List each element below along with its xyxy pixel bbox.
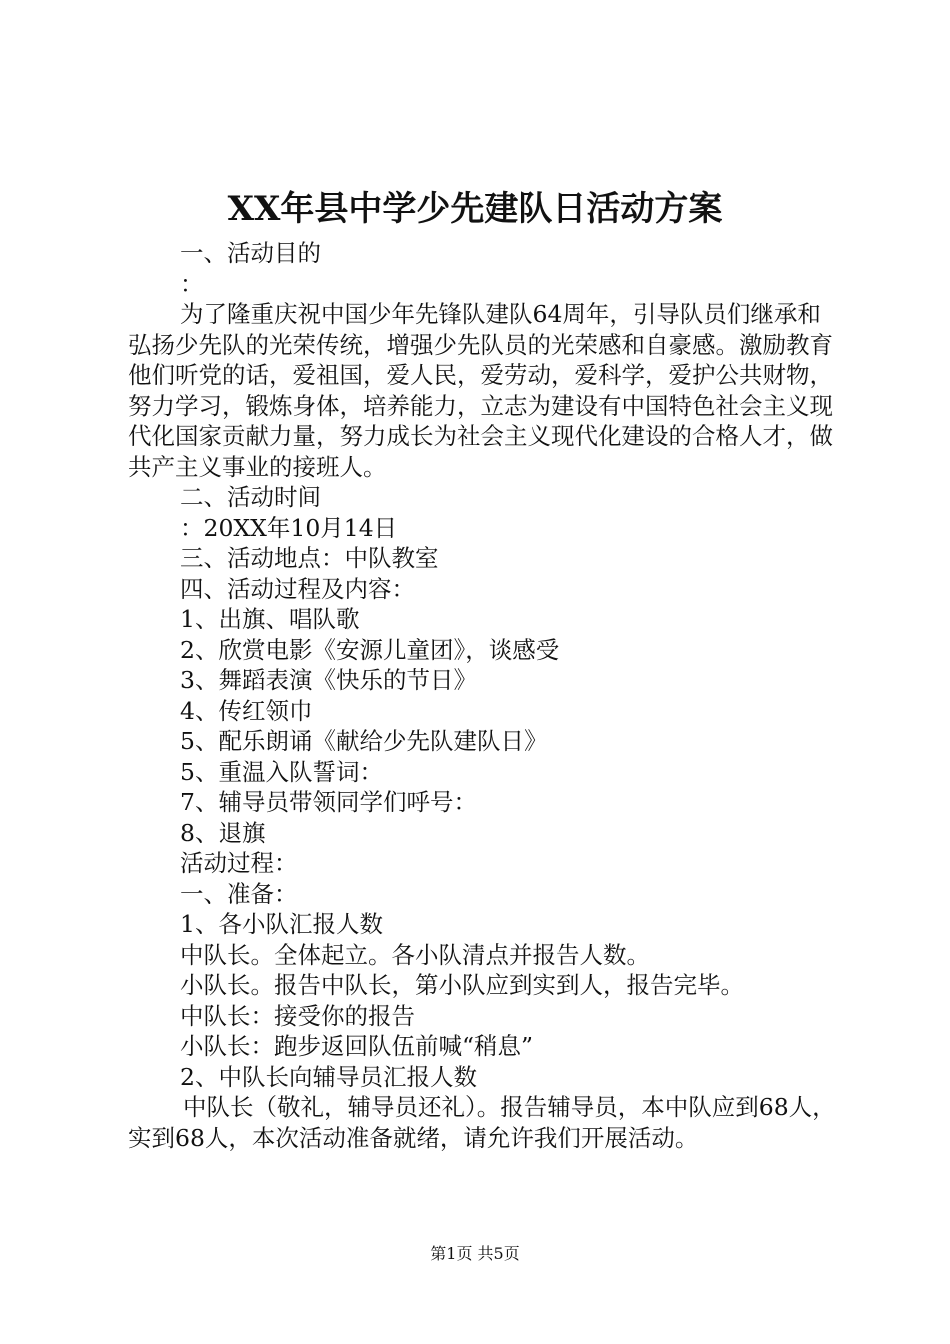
document-body — [128, 238, 844, 1153]
section-heading-time: 二、活动时间 — [180, 483, 321, 511]
activity-date: ：20XX年10月14日 — [180, 513, 398, 542]
list-item: 2、欣赏电影《安源儿童团》，谈感受 — [180, 635, 560, 664]
dialogue-line: 小队长。报告中队长，第小队应到实到人，报告完毕。 — [180, 971, 744, 999]
purpose-paragraph: 为了隆重庆祝中国少年先锋队建队64周年，引导队员们继承和弘扬少先队的光荣传统，增强少先队员的光荣感和自豪感。激励教育他们听党的话，爱祖国，爱人民，爱劳动，爱科学，爱护公共财物，努力学习，锻炼身体，培养能力，立志为建设有中国特色社会主义现代化国家贡献力量，努力成长为社会主义现代化建设的合格人才，做共产主义事业的接班人。 — [128, 300, 833, 481]
section-heading-purpose: 一、活动目的 — [180, 239, 321, 267]
list-item: 5、配乐朗诵《献给少先队建队日》 — [180, 727, 548, 755]
list-item: 2、中队长向辅导员汇报人数 — [180, 1062, 477, 1091]
dialogue-line: 中队长：接受你的报告 — [180, 1001, 415, 1030]
subheading-prepare: 一、准备： — [180, 879, 298, 908]
document-title: XX年县中学少先建队日活动方案 — [227, 189, 723, 229]
list-item: 1、各小队汇报人数 — [180, 910, 383, 938]
dialogue-line: 小队长：跑步返回队伍前喊“稍息” — [180, 1032, 534, 1060]
page-footer: 第1页 共5页 — [430, 1244, 520, 1263]
list-item: 8、退旗 — [180, 818, 266, 847]
list-item: 3、舞蹈表演《快乐的节日》 — [180, 666, 477, 694]
list-item: 4、传红领巾 — [180, 696, 313, 725]
colon-line: ： — [180, 269, 204, 298]
section-heading-process: 四、活动过程及内容： — [180, 574, 415, 603]
section-heading-location: 三、活动地点：中队教室 — [180, 544, 439, 572]
dialogue-line: 中队长。全体起立。各小队清点并报告人数。 — [180, 940, 650, 969]
list-item: 5、重温入队誓词： — [180, 757, 383, 786]
dialogue-paragraph: 中队长（敬礼，辅导员还礼）。报告辅导员，本中队应到68人，实到68人，本次活动准备就绪，请允许我们开展活动。 — [128, 1093, 836, 1152]
list-item: 7、辅导员带领同学们呼号： — [180, 788, 477, 816]
list-item: 1、出旗、唱队歌 — [180, 605, 360, 633]
subheading-process: 活动过程： — [180, 849, 298, 877]
